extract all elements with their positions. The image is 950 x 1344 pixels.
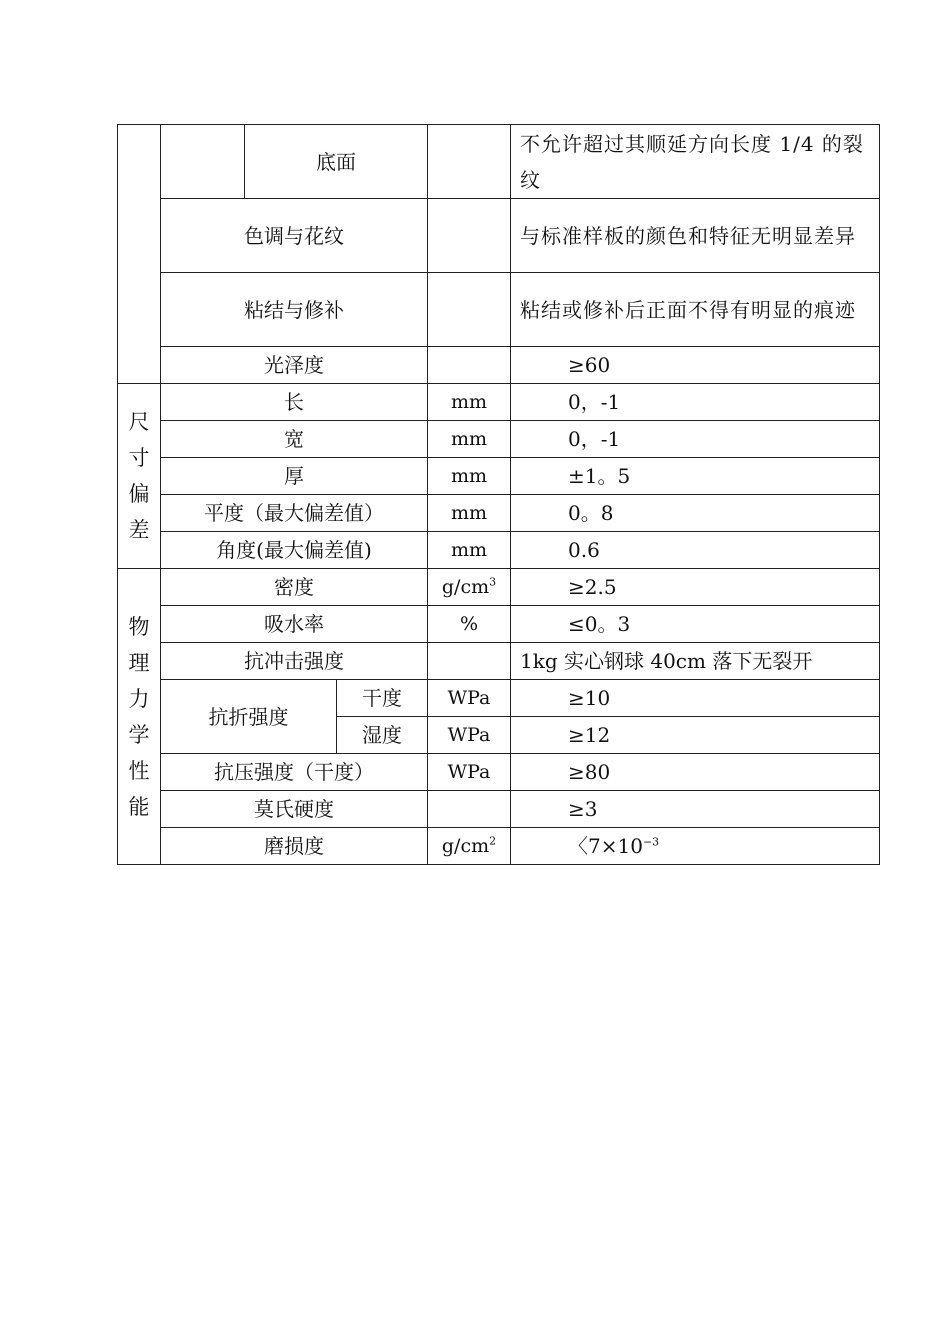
appearance-group-cell xyxy=(118,125,161,384)
unit-cell: $g/cm^3$ xyxy=(428,569,511,606)
table-row xyxy=(118,569,880,606)
specification-table xyxy=(117,124,880,865)
table-row xyxy=(118,199,880,273)
table-row xyxy=(118,643,880,680)
table-row xyxy=(118,347,880,384)
unit-cell: WPa xyxy=(428,680,511,717)
item-cell: 光泽度 xyxy=(161,347,428,384)
sub-item-cell: 湿度 xyxy=(337,717,428,754)
unit-cell xyxy=(428,347,511,384)
requirement-cell: 与标准样板的颜色和特征无明显差异 xyxy=(511,199,880,273)
item-cell: 莫氏硬度 xyxy=(161,791,428,828)
item-cell: 抗冲击强度 xyxy=(161,643,428,680)
unit-cell xyxy=(428,199,511,273)
item-cell: 底面 xyxy=(245,125,428,199)
requirement-cell: 粘结或修补后正面不得有明显的痕迹 xyxy=(511,273,880,347)
requirement-cell: ≥12 xyxy=(511,717,880,754)
item-cell: 密度 xyxy=(161,569,428,606)
unit-cell: % xyxy=(428,606,511,643)
table-row xyxy=(118,125,880,199)
requirement-cell: 0，-1 xyxy=(511,384,880,421)
unit-cell xyxy=(428,643,511,680)
unit-cell: $g/cm^2$ xyxy=(428,828,511,865)
item-cell: 宽 xyxy=(161,421,428,458)
unit-cell: mm xyxy=(428,384,511,421)
requirement-cell: ≥3 xyxy=(511,791,880,828)
table-row xyxy=(118,421,880,458)
blank-cell xyxy=(161,125,245,199)
requirement-cell: ≥60 xyxy=(511,347,880,384)
unit-cell xyxy=(428,125,511,199)
sub-item-cell: 干度 xyxy=(337,680,428,717)
unit-cell: mm xyxy=(428,421,511,458)
requirement-cell: ≥80 xyxy=(511,754,880,791)
unit-cell: mm xyxy=(428,495,511,532)
item-cell: 抗折强度 xyxy=(161,680,337,754)
requirement-cell: 〈$7\times 10^{-3}$ xyxy=(511,828,880,865)
table-row xyxy=(118,791,880,828)
requirement-cell: 0，-1 xyxy=(511,421,880,458)
unit-cell: WPa xyxy=(428,754,511,791)
dimension-group-label: 尺 寸 偏 差 xyxy=(118,384,161,569)
table-row xyxy=(118,273,880,347)
requirement-cell: ≥2.5 xyxy=(511,569,880,606)
item-cell: 吸水率 xyxy=(161,606,428,643)
requirement-cell: ≥10 xyxy=(511,680,880,717)
table-row xyxy=(118,532,880,569)
item-cell: 长 xyxy=(161,384,428,421)
requirement-cell: 0。8 xyxy=(511,495,880,532)
item-cell: 粘结与修补 xyxy=(161,273,428,347)
physical-group-label: 物 理 力 学 性 能 xyxy=(118,569,161,865)
item-cell: 色调与花纹 xyxy=(161,199,428,273)
requirement-cell: 1kg 实心钢球 40cm 落下无裂开 xyxy=(511,643,880,680)
requirement-cell: 0.6 xyxy=(511,532,880,569)
item-cell: 厚 xyxy=(161,458,428,495)
requirement-cell: 不允许超过其顺延方向长度 1/4 的裂纹 xyxy=(511,125,880,199)
item-cell: 角度(最大偏差值) xyxy=(161,532,428,569)
table-row xyxy=(118,754,880,791)
table-row xyxy=(118,680,880,717)
requirement-cell: ±1。5 xyxy=(511,458,880,495)
requirement-cell: ≤0。3 xyxy=(511,606,880,643)
table-row xyxy=(118,606,880,643)
unit-cell: mm xyxy=(428,458,511,495)
unit-cell xyxy=(428,273,511,347)
item-cell: 磨损度 xyxy=(161,828,428,865)
unit-cell: WPa xyxy=(428,717,511,754)
item-cell: 平度（最大偏差值） xyxy=(161,495,428,532)
item-cell: 抗压强度（干度） xyxy=(161,754,428,791)
unit-cell xyxy=(428,791,511,828)
unit-cell: mm xyxy=(428,532,511,569)
table-row xyxy=(118,458,880,495)
table-row xyxy=(118,495,880,532)
table-row xyxy=(118,384,880,421)
table-row xyxy=(118,828,880,865)
